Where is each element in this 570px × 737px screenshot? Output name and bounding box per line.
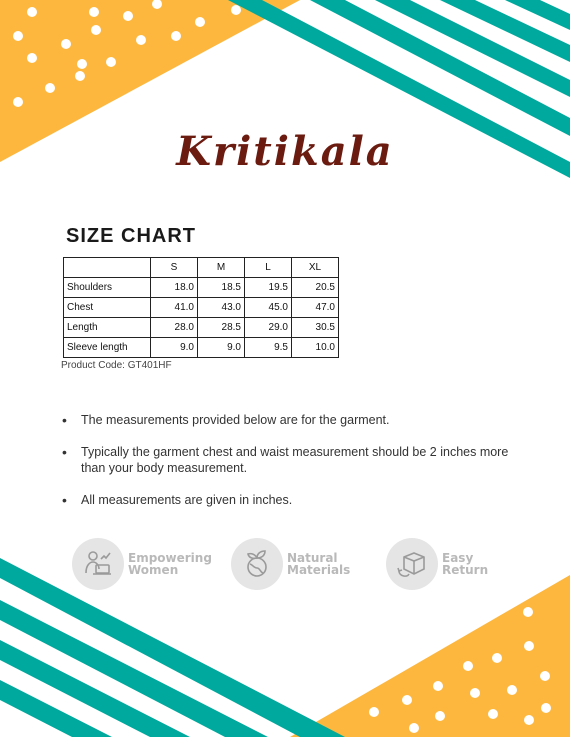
size-chart-title: SIZE CHART xyxy=(66,225,196,247)
person-laptop-icon xyxy=(72,538,124,590)
table-cell: 28.5 xyxy=(198,318,245,338)
measurement-notes xyxy=(62,412,522,524)
row-label: Sleeve length xyxy=(64,338,151,358)
table-cell: 18.0 xyxy=(151,278,198,298)
table-row xyxy=(64,318,339,338)
product-code: Product Code: GT401HF xyxy=(61,360,172,371)
box-return-icon xyxy=(386,538,438,590)
badge-label-line2: Materials xyxy=(287,563,351,577)
column-header: XL xyxy=(292,258,339,278)
list-item: • All measurements are given in inches. xyxy=(62,492,522,508)
brand-logo: Kritikala xyxy=(176,128,394,175)
table-cell: 47.0 xyxy=(292,298,339,318)
list-item: • The measurements provided below are for the garment. xyxy=(62,412,522,428)
badge-label-line2: Women xyxy=(128,563,179,577)
table-cell: 19.5 xyxy=(245,278,292,298)
column-header: S xyxy=(151,258,198,278)
table-row xyxy=(64,338,339,358)
table-cell: 9.0 xyxy=(151,338,198,358)
badge-label-line1: Empowering xyxy=(128,551,212,565)
list-item: • Typically the garment chest and waist measurement should be 2 inches more than your body measurement. xyxy=(62,444,522,476)
row-label: Shoulders xyxy=(64,278,151,298)
table-row xyxy=(64,278,339,298)
column-header: L xyxy=(245,258,292,278)
badge-easy-return xyxy=(386,536,488,592)
table-cell: 28.0 xyxy=(151,318,198,338)
table-header-row xyxy=(64,258,339,278)
table-cell: 43.0 xyxy=(198,298,245,318)
table-cell: 9.0 xyxy=(198,338,245,358)
badge-natural-materials xyxy=(231,536,350,592)
globe-leaf-icon xyxy=(231,538,283,590)
badge-empowering-women xyxy=(72,536,212,592)
table-cell: 41.0 xyxy=(151,298,198,318)
table-cell: 18.5 xyxy=(198,278,245,298)
badge-label xyxy=(287,552,350,576)
table-row xyxy=(64,298,339,318)
table-cell: 9.5 xyxy=(245,338,292,358)
column-header xyxy=(64,258,151,278)
table-cell: 45.0 xyxy=(245,298,292,318)
column-header: M xyxy=(198,258,245,278)
row-label: Length xyxy=(64,318,151,338)
orange-triangle-bottom-right xyxy=(290,575,570,737)
table-cell: 10.0 xyxy=(292,338,339,358)
size-chart-table xyxy=(63,257,339,358)
badge-label xyxy=(442,552,488,576)
badge-label-line1: Natural xyxy=(287,551,338,565)
badge-label-line1: Easy xyxy=(442,551,474,565)
badge-label xyxy=(128,552,212,576)
table-cell: 20.5 xyxy=(292,278,339,298)
table-cell: 30.5 xyxy=(292,318,339,338)
table-cell: 29.0 xyxy=(245,318,292,338)
row-label: Chest xyxy=(64,298,151,318)
badge-label-line2: Return xyxy=(442,563,489,577)
